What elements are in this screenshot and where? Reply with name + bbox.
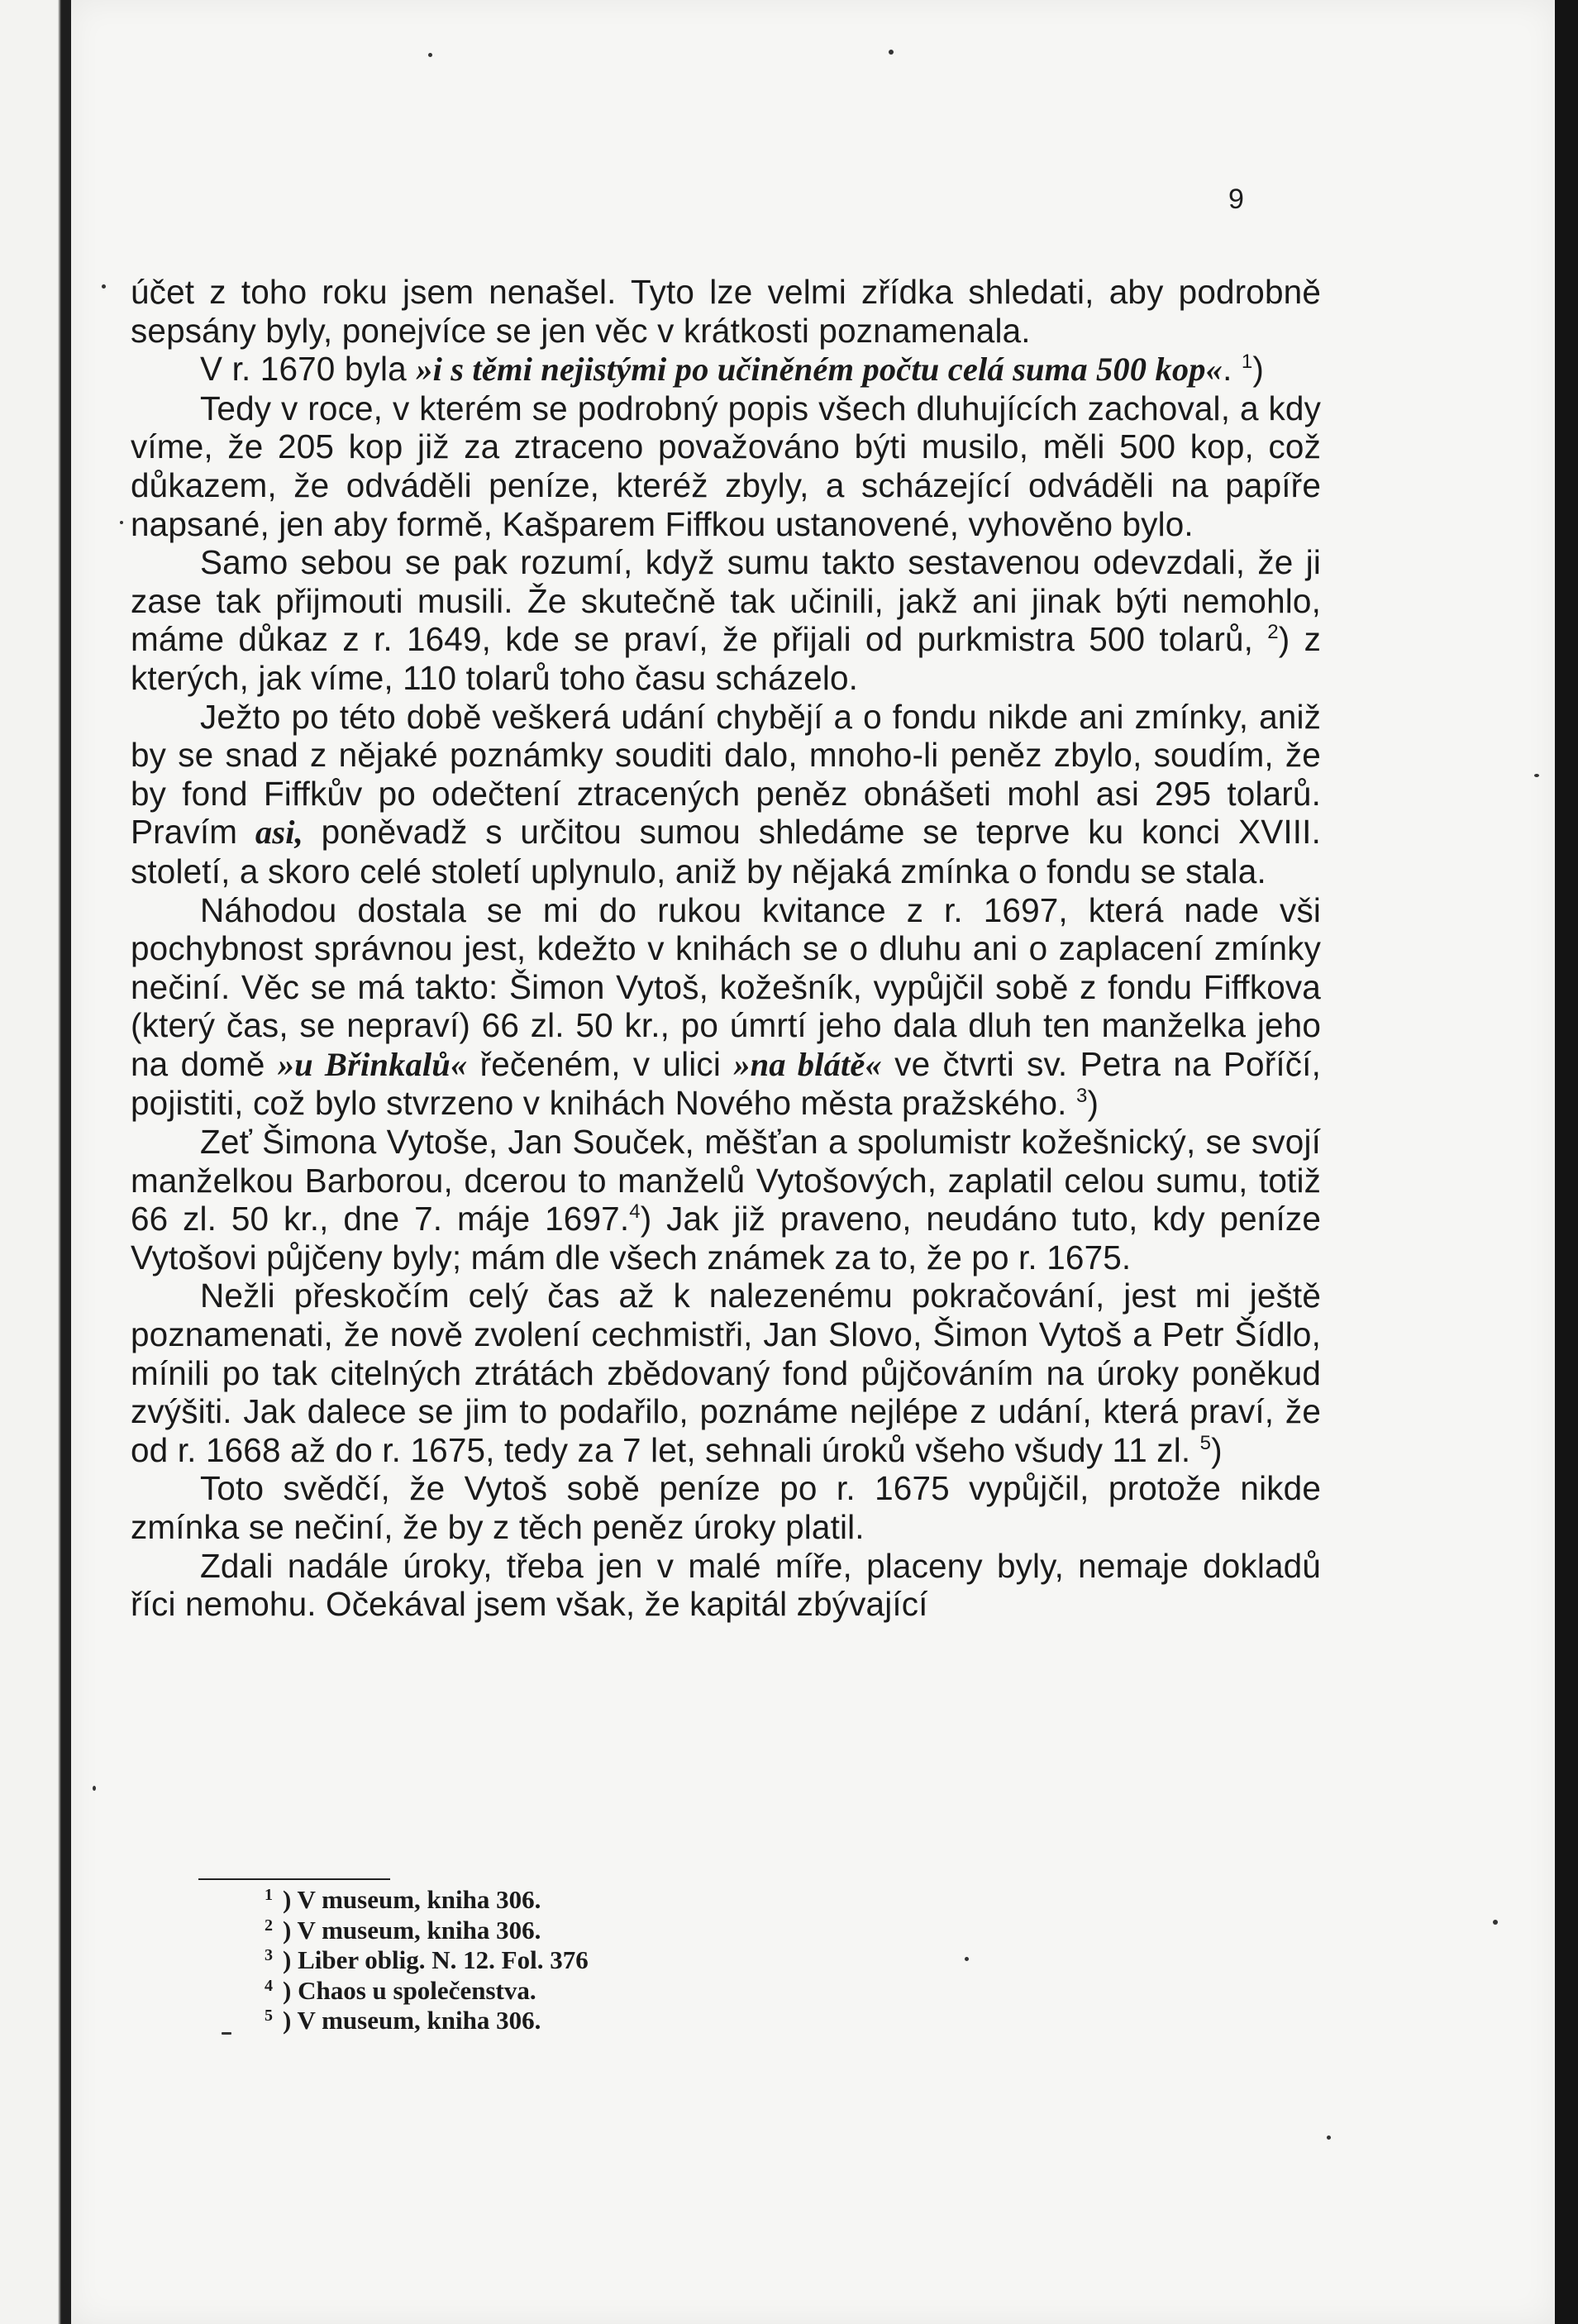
text-run: účet z toho roku jsem nenašel. Tyto lze velmi zřídka shledati, aby podrobně sepsány byly, ponejvíce se jen věc v krátkosti poznamenala. bbox=[131, 273, 1321, 350]
footnote-text: ) Chaos u společenstva. bbox=[283, 1975, 536, 2005]
footnote-reference: 1 bbox=[1241, 351, 1253, 374]
footnote-reference: 2 bbox=[1267, 621, 1279, 644]
scan-speck bbox=[102, 284, 106, 289]
paragraph bbox=[131, 1547, 1321, 1624]
paragraph bbox=[131, 1277, 1321, 1469]
text-run: poněvadž s určitou sumou shledáme se teprve ku konci XVIII. století, a skoro celé století uplynulo, aniž by nějaká zmínka o fondu se stala. bbox=[131, 813, 1321, 890]
paragraph bbox=[131, 389, 1321, 543]
text-run: Samo sebou se pak rozumí, když sumu takto sestavenou odevzdali, že ji zase tak přijmouti musili. Že skutečně tak učinili, jakž ani jinak býti nemohlo, máme důkaz z r. 1649, kde se praví, že přijali od purkmistra 500 tolarů, bbox=[131, 543, 1321, 659]
text-run: Nežli přeskočím celý čas až k nalezenému pokračování, jest mi ještě poznamenati, že nově zvolení cechmistři, Jan Slovo, Šimon Vytoš a Petr Šídlo, mínili po tak citelných ztrátách zbědovaný fond půjčováním na úroky poněkud zvýšiti. Jak dalece se jim to podařilo, poznáme nejlépe z udání, která praví, že od r. 1668 až do r. 1675, tedy za 7 let, sehnali úroků všeho všudy 11 zl. bbox=[131, 1277, 1321, 1469]
paragraph bbox=[131, 350, 1321, 389]
emphasized-text: »i s těmi nejistými po učiněném počtu celá suma 500 kop« bbox=[416, 351, 1223, 389]
emphasized-text: »na blátě« bbox=[733, 1045, 882, 1083]
text-run: ) Jak již praveno, neudáno tuto, kdy peníze Vytošovi půjčeny byly; mám dle všech známek za to, že po r. 1675. bbox=[131, 1200, 1321, 1277]
text-run: Zdali nadále úroky, třeba jen v malé míře, placeny byly, nemaje dokladů říci nemohu. Očekával jsem však, že kapitál zbývající bbox=[131, 1546, 1321, 1624]
text-run: Toto svědčí, že Vytoš sobě peníze po r. 1675 vypůjčil, protože nikde zmínka se nečiní, že by z těch peněz úroky platil. bbox=[131, 1469, 1321, 1546]
paragraph bbox=[131, 698, 1321, 891]
scan-speck bbox=[965, 1957, 969, 1961]
footnote-reference: 5 bbox=[1199, 1431, 1212, 1454]
footnote-reference: 3 bbox=[1075, 1085, 1088, 1108]
text-run: ) bbox=[1211, 1430, 1223, 1469]
text-run: Zeť Šimona Vytoše, Jan Souček, měšťan a spolumistr kožešnický, se svojí manželkou Barborou, dcerou to manželů Vytošových, zaplatil celou sumu, totiž 66 zl. 50 kr., dne 7. máje 1697. bbox=[131, 1123, 1321, 1238]
text-run: ) bbox=[1252, 350, 1265, 389]
scan-speck bbox=[889, 50, 894, 55]
scan-speck bbox=[1493, 1920, 1498, 1925]
footnote-text: ) V museum, kniha 306. bbox=[283, 2006, 541, 2035]
text-run: Tedy v roce, v kterém se podrobný popis všech dluhujících zachoval, a kdy víme, že 205 kop již za ztraceno považováno býti musilo, měli 500 kop, což důkazem, že odváděli peníze, kteréž zbyly, a scházející odváděli na papíře napsané, jen aby formě, Kašparem Fiffkou ustanovené, vyhověno bylo. bbox=[131, 389, 1321, 543]
footnote: 2 ) V museum, kniha 306. bbox=[265, 1915, 541, 1945]
page-number: 9 bbox=[1228, 184, 1244, 215]
footnote: 1 ) V museum, kniha 306. bbox=[265, 1885, 541, 1914]
scan-speck bbox=[428, 53, 432, 57]
footnote-text: ) V museum, kniha 306. bbox=[283, 1885, 541, 1914]
scan-right-edge bbox=[1555, 0, 1578, 2324]
text-run: . bbox=[1223, 350, 1242, 389]
footnote-reference: 4 bbox=[629, 1200, 641, 1224]
scan-speck bbox=[1327, 2136, 1331, 2140]
footnote-text: ) V museum, kniha 306. bbox=[283, 1915, 541, 1945]
paragraph bbox=[131, 1469, 1321, 1546]
paragraph bbox=[131, 273, 1321, 350]
body-text bbox=[131, 273, 1321, 1624]
text-run: ve čtvrti sv. Petra na Poříčí, pojistiti, což bylo stvrzeno v knihách Nového města pražského. bbox=[131, 1044, 1321, 1123]
paragraph bbox=[131, 543, 1321, 697]
footnote: 5 ) V museum, kniha 306. bbox=[265, 2006, 541, 2035]
scan-speck bbox=[222, 2032, 231, 2035]
text-run: V r. 1670 byla bbox=[200, 350, 417, 389]
text-run: ) z kterých, jak víme, 110 tolarů toho času scházelo. bbox=[131, 620, 1321, 697]
footnotes bbox=[265, 1885, 589, 2036]
footnote-divider bbox=[198, 1878, 390, 1880]
text-run: ) bbox=[1087, 1084, 1099, 1123]
paragraph bbox=[131, 891, 1321, 1124]
emphasized-text: asi, bbox=[255, 814, 303, 852]
footnote-text: ) Liber oblig. N. 12. Fol. 376 bbox=[283, 1945, 589, 1974]
scan-speck bbox=[1534, 774, 1539, 777]
footnote: 3 ) Liber oblig. N. 12. Fol. 376 bbox=[265, 1945, 589, 1974]
footnote: 4 ) Chaos u společenstva. bbox=[265, 1975, 536, 2005]
scan-speck bbox=[120, 521, 123, 524]
text-run: Ježto po této době veškerá udání chybějí a o fondu nikde ani zmínky, aniž by se snad z nějaké poznámky souditi dalo, mnoho-li peněz zbylo, soudím, že by fond Fiffkův po odečtení ztracených peněz obnášeti mohl asi 295 tolarů. Pravím bbox=[131, 697, 1321, 852]
text-run: Náhodou dostala se mi do rukou kvitance z r. 1697, která nade vši pochybnost správnou jest, kdežto v knihách se o dluhu ani o zaplacení zmínky nečiní. Věc se má takto: Šimon Vytoš, kožešník, vypůjčil sobě z fondu Fiffkova (který čas, se nepraví) 66 zl. 50 kr., po úmrtí jeho dala dluh ten manželka jeho na domě bbox=[131, 890, 1321, 1083]
paragraph bbox=[131, 1123, 1321, 1277]
scan-speck bbox=[93, 1786, 96, 1791]
emphasized-text: »u Břinkalů« bbox=[277, 1045, 468, 1083]
text-run: řečeném, v ulici bbox=[467, 1044, 734, 1083]
scan-left-edge bbox=[0, 0, 71, 2324]
